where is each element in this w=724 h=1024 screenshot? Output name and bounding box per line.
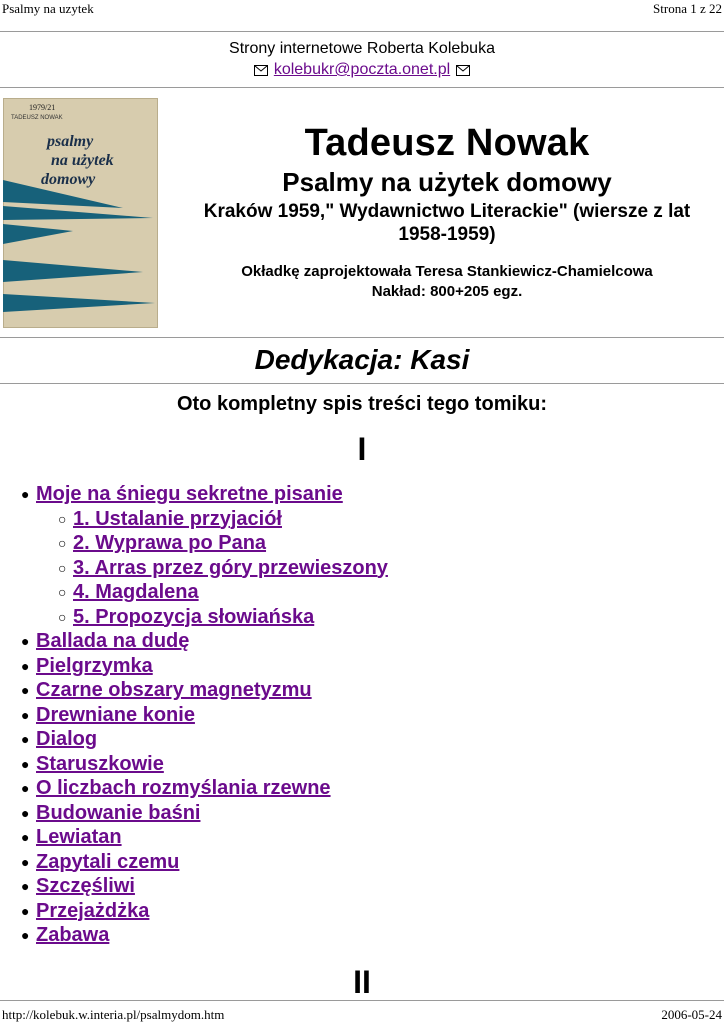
toc-link[interactable]: Zapytali czemu <box>36 850 180 873</box>
toc-item <box>0 752 388 777</box>
toc-item <box>0 580 388 605</box>
toc-item <box>0 703 388 728</box>
circle-bullet-icon: ○ <box>58 584 67 600</box>
circle-bullet-icon: ○ <box>58 608 67 625</box>
bullet-icon: ● <box>21 657 30 674</box>
print-header-title: Psalmy na uzytek <box>2 1 94 16</box>
bullet-icon: ● <box>21 755 30 772</box>
toc-item <box>0 776 388 801</box>
envelope-icon <box>456 65 470 76</box>
divider <box>0 31 724 32</box>
toc-item <box>0 556 388 581</box>
bullet-icon: ● <box>21 927 30 943</box>
toc-item <box>0 507 388 532</box>
book-title: Psalmy na użytek domowy <box>282 167 612 197</box>
toc-item <box>0 654 388 679</box>
toc-item <box>0 899 388 924</box>
toc-link[interactable]: Lewiatan <box>36 826 122 848</box>
toc-link[interactable]: 2. Wyprawa po Pana <box>73 532 267 554</box>
toc-item <box>0 482 388 507</box>
table-of-contents <box>0 482 388 948</box>
toc-link[interactable]: 5. Propozycja słowiańska <box>73 605 315 628</box>
bullet-icon: ● <box>21 878 30 894</box>
toc-item <box>0 801 388 826</box>
toc-intro: Oto kompletny spis treści tego tomiku: <box>176 393 548 415</box>
toc-link[interactable]: Pielgrzymka <box>36 654 153 677</box>
cover-title-line: psalmy <box>47 133 94 150</box>
bullet-icon: ● <box>21 633 30 649</box>
bullet-icon: ● <box>21 682 30 698</box>
toc-link[interactable]: Dialog <box>36 728 98 750</box>
book-author: Tadeusz Nowak <box>304 122 590 164</box>
toc-item <box>0 531 388 556</box>
cover-author: TADEUSZ NOWAK <box>11 115 63 121</box>
bullet-icon: ● <box>21 731 30 747</box>
toc-item <box>0 850 388 875</box>
toc-link[interactable]: O liczbach rozmyślania rzewne <box>36 777 331 799</box>
bullet-icon: ● <box>21 486 30 502</box>
print-header-page-count: Strona 1 z 22 <box>653 1 722 16</box>
bullet-icon: ● <box>21 780 30 796</box>
toc-item <box>0 727 388 752</box>
bullet-icon: ● <box>21 829 30 845</box>
circle-bullet-icon: ○ <box>58 535 67 551</box>
toc-link[interactable]: Budowanie baśni <box>36 801 201 824</box>
cover-title-line: domowy <box>41 171 96 188</box>
toc-link[interactable]: Szczęśliwi <box>36 875 135 897</box>
envelope-icon <box>254 65 268 76</box>
book-cover-image <box>3 98 158 328</box>
print-run: Nakład: 800+205 egz. <box>371 283 523 300</box>
book-publisher: Kraków 1959," Wydawnictwo Literackie" (wiersze z lat 1958-1959) <box>203 201 691 245</box>
bullet-icon: ● <box>21 902 30 919</box>
cover-number: 1979/21 <box>29 103 56 112</box>
toc-link[interactable]: 4. Magdalena <box>73 581 199 603</box>
circle-bullet-icon: ○ <box>58 559 67 576</box>
part-heading: I <box>357 431 367 467</box>
book-info <box>170 122 724 302</box>
toc-item <box>0 629 388 654</box>
cover-credit: Okładkę zaprojektowała Teresa Stankiewicz-Chamielcowa <box>241 263 653 280</box>
site-title: Strony internetowe Roberta Kolebuka <box>229 40 495 57</box>
email-link[interactable]: kolebukr@poczta.onet.pl <box>273 61 451 78</box>
toc-item <box>0 605 388 630</box>
circle-bullet-icon: ○ <box>58 510 67 527</box>
bullet-icon: ● <box>21 706 30 723</box>
dedication: Dedykacja: Kasi <box>254 344 470 375</box>
toc-link[interactable]: 1. Ustalanie przyjaciół <box>73 507 282 530</box>
cover-title-line: na użytek <box>51 152 114 169</box>
divider <box>0 337 724 338</box>
print-footer-url: http://kolebuk.w.interia.pl/psalmydom.htm <box>2 1007 225 1022</box>
toc-item <box>0 923 388 948</box>
toc-link[interactable]: 3. Arras przez góry przewieszony <box>73 556 388 579</box>
divider <box>0 87 724 88</box>
toc-link[interactable]: Przejażdżka <box>36 899 150 922</box>
toc-link[interactable]: Drewniane konie <box>36 703 195 726</box>
part-heading: II <box>353 964 371 1000</box>
toc-link[interactable]: Ballada na dudę <box>36 630 190 652</box>
divider <box>0 383 724 384</box>
toc-link[interactable]: Moje na śniegu sekretne pisanie <box>36 483 343 505</box>
toc-link[interactable]: Czarne obszary magnetyzmu <box>36 679 312 701</box>
print-footer-date: 2006-05-24 <box>661 1007 722 1022</box>
bullet-icon: ● <box>21 853 30 870</box>
divider <box>0 1000 724 1001</box>
toc-link[interactable]: Zabawa <box>36 924 110 946</box>
toc-link[interactable]: Staruszkowie <box>36 752 164 775</box>
toc-item <box>0 874 388 899</box>
site-header <box>0 40 724 79</box>
toc-item <box>0 678 388 703</box>
toc-item <box>0 825 388 850</box>
bullet-icon: ● <box>21 804 30 821</box>
